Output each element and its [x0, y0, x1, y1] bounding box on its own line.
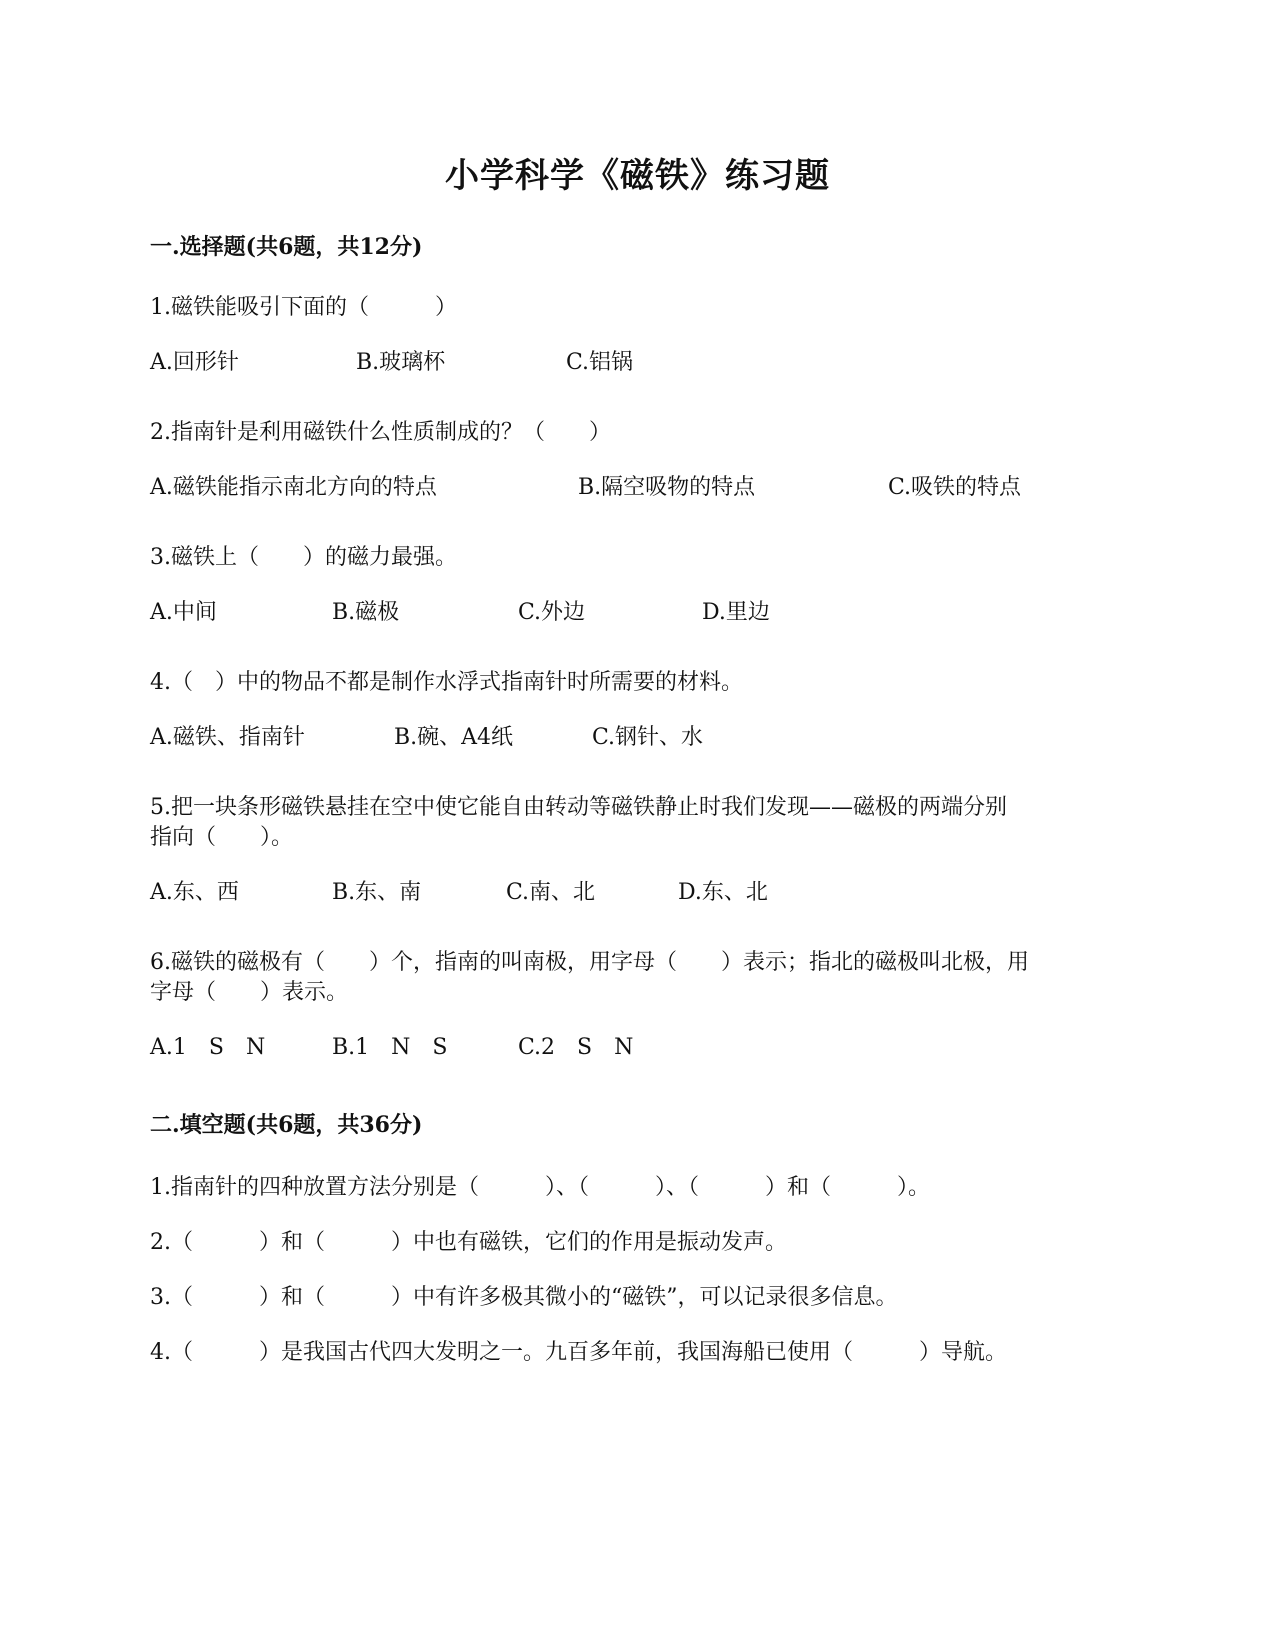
question-option: B.碗、A4纸 — [394, 725, 514, 750]
question-option: A.中间 — [150, 600, 217, 625]
fill-blank-question: 4.（ ）是我国古代四大发明之一。九百多年前，我国海船已使用（ ）导航。 — [150, 1340, 1007, 1365]
page-title: 小学科学《磁铁》练习题 — [445, 156, 830, 196]
section-heading-choice: 一.选择题(共6题，共12分) — [150, 234, 423, 260]
question-option: C.南、北 — [506, 880, 596, 905]
question-option: A.磁铁、指南针 — [150, 725, 305, 750]
question-stem: 4.（ ）中的物品不都是制作水浮式指南针时所需要的材料。 — [150, 670, 743, 695]
question-option: D.里边 — [702, 600, 770, 625]
question-stem: 6.磁铁的磁极有（ ）个，指南的叫南极，用字母（ ）表示；指北的磁极叫北极，用 — [150, 950, 1029, 975]
question-stem-continued: 指向（ ）。 — [150, 825, 294, 850]
question-stem: 3.磁铁上（ ）的磁力最强。 — [150, 545, 457, 570]
question-option: B.隔空吸物的特点 — [578, 475, 756, 500]
question-option: D.东、北 — [678, 880, 768, 905]
question-option: C.吸铁的特点 — [888, 475, 1022, 500]
question-option: A.东、西 — [150, 880, 239, 905]
question-stem: 1.磁铁能吸引下面的（ ） — [150, 295, 457, 320]
question-option: A.回形针 — [150, 350, 239, 375]
question-stem: 2.指南针是利用磁铁什么性质制成的？（ ） — [150, 420, 611, 445]
fill-blank-question: 2.（ ）和（ ）中也有磁铁，它们的作用是振动发声。 — [150, 1230, 787, 1255]
question-option: C.外边 — [518, 600, 586, 625]
question-option: C.2 S N — [518, 1035, 634, 1060]
question-option: A.磁铁能指示南北方向的特点 — [150, 475, 437, 500]
fill-blank-question: 1.指南针的四种放置方法分别是（ ）、（ ）、（ ）和（ ）。 — [150, 1175, 930, 1200]
question-option: B.1 N S — [332, 1035, 448, 1060]
question-option: B.玻璃杯 — [356, 350, 446, 375]
question-option: B.磁极 — [332, 600, 400, 625]
question-option: C.铝锅 — [566, 350, 634, 375]
question-stem-continued: 字母（ ）表示。 — [150, 980, 349, 1005]
question-stem: 5.把一块条形磁铁悬挂在空中使它能自由转动等磁铁静止时我们发现——磁极的两端分别 — [150, 795, 1007, 820]
question-option: B.东、南 — [332, 880, 422, 905]
section-heading-fill-blank: 二.填空题(共6题，共36分) — [150, 1112, 423, 1138]
question-option: A.1 S N — [150, 1035, 266, 1060]
fill-blank-question: 3.（ ）和（ ）中有许多极其微小的“磁铁”，可以记录很多信息。 — [150, 1285, 898, 1310]
question-option: C.钢针、水 — [592, 725, 704, 750]
